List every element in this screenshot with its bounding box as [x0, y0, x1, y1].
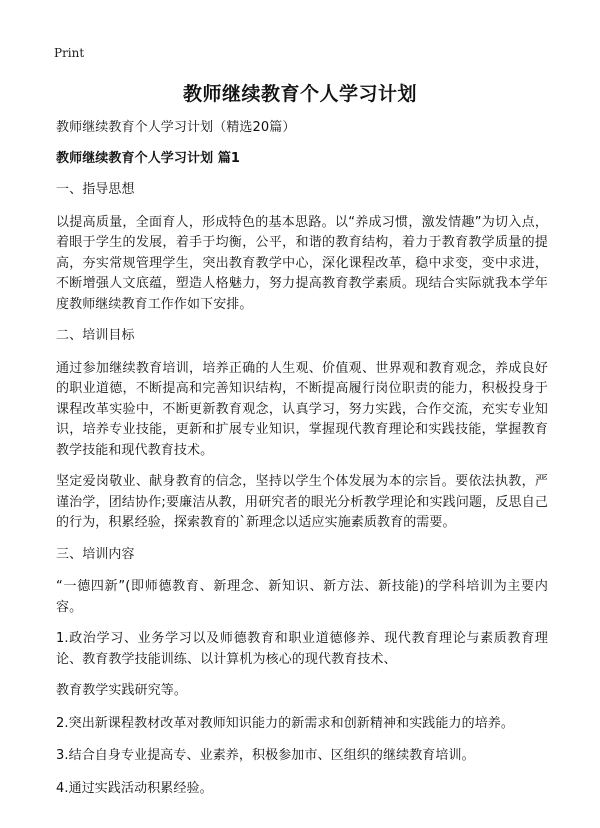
heading-training-goals: 二、培训目标 — [56, 328, 135, 343]
list-item-3: 3.结合自身专业提高专、业素养，积极参加市、区组织的继续教育培训。 — [56, 748, 475, 763]
paragraph-content-summary: “一德四新”(即师德教育、新理念、新知识、新方法、新技能)的学科培训为主要内容。 — [56, 579, 548, 615]
paragraph-teaching-belief: 坚定爱岗敬业、献身教育的信念，坚持以学生个体发展为本的宗旨。要依法执教，严谨治学，团结协作;要廉洁从教，用研究者的眼光分析教学理论和实践问题，反思自己的行为，积累经验，探索教育的`新理念以适应实施素质教育的需要。 — [56, 474, 548, 530]
list-item-4: 4.通过实践活动积累经验。 — [56, 780, 213, 796]
list-item-1: 1.政治学习、业务学习以及师德教育和职业道德修养、现代教育理论与素质教育理论、教育教学技能训练、以计算机为核心的现代教育技术、 — [56, 631, 548, 667]
paragraph-guiding-thought: 以提高质量，全面育人，形成特色的基本思路。以“养成习惯，激发情趣”为切入点，着眼于学生的发展，着手于均衡，公平，和谐的教育结构，着力于教育教学质量的提高，夯实常规管理学生，突出教育教学中心，深化课程改革，稳中求变，变中求进，不断增强人文底蕴，塑造人格魅力，努力提高教育教学素质。现结合实际就我本学年度教师继续教育工作作如下安排。 — [56, 214, 548, 312]
page-title: 教师继续教育个人学习计划 — [182, 83, 417, 105]
print-link[interactable]: Print — [54, 46, 85, 60]
heading-guiding-thought: 一、指导思想 — [56, 182, 135, 197]
section-title: 教师继续教育个人学习计划 篇1 — [56, 150, 241, 166]
list-item-1-continued: 教育教学实践研究等。 — [56, 683, 188, 698]
paragraph-training-goals: 通过参加继续教育培训，培养正确的人生观、价值观、世界观和教育观念，养成良好的职业道德，不断提高和完善知识结构，不断提高履行岗位职责的能力，积极投身于课程改革实验中，不断更新教育观念，认真学习，努力实践，合作交流，充实专业知识，培养专业技能，更新和扩展专业知识，掌握现代教育理论和实践技能，掌握教育教学技能和现代教育技术。 — [56, 360, 548, 458]
heading-training-content: 三、培训内容 — [56, 546, 135, 562]
document-body — [56, 118, 548, 811]
list-item-2: 2.突出新课程教材改革对教师知识能力的新需求和创新精神和实践能力的培养。 — [56, 715, 515, 731]
document-subtitle: 教师继续教育个人学习计划（精选20篇） — [56, 120, 296, 135]
